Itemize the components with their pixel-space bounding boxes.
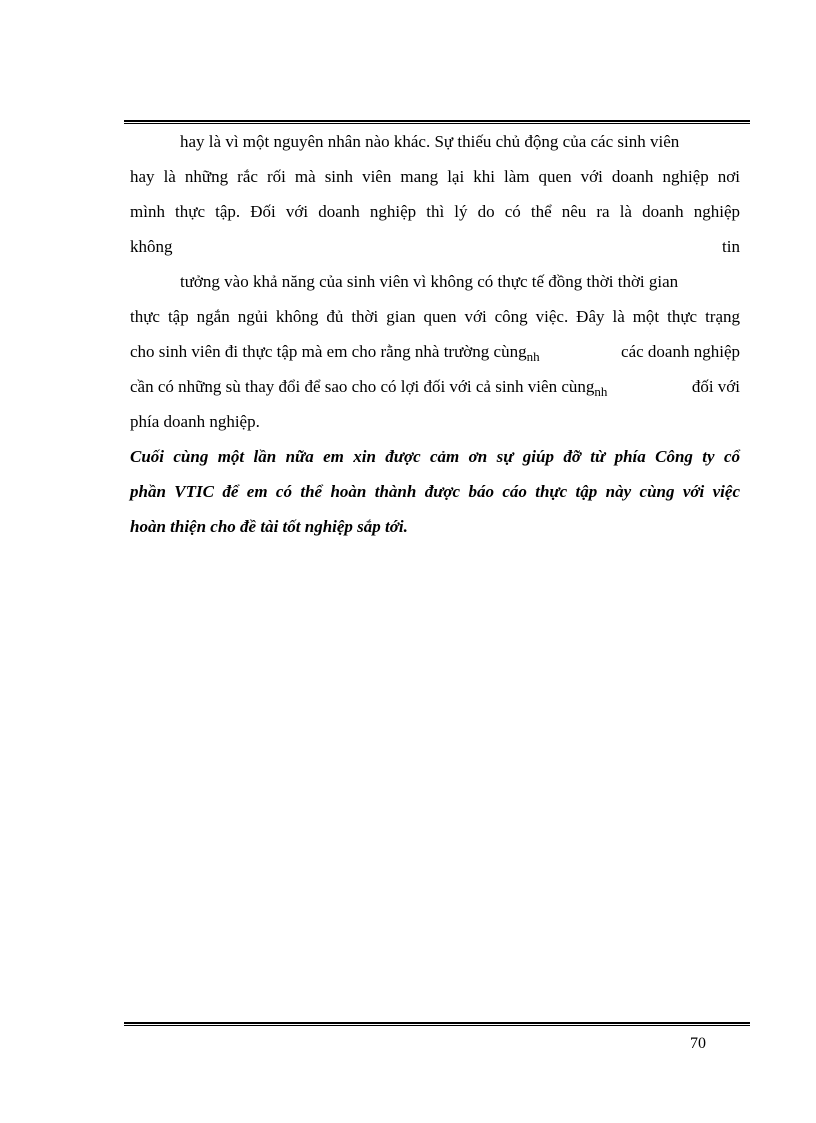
closing-line2: phần VTIC để em có thể hoàn thành được báo cáo thực tập này cùng với việc bbox=[130, 482, 740, 501]
paragraph2-line3 bbox=[130, 334, 740, 369]
paragraph2-line5: phía doanh nghiệp. bbox=[130, 412, 260, 431]
paragraph1-line4-right: tin bbox=[722, 237, 740, 256]
paragraph2-line4-b: đối với bbox=[691, 377, 740, 396]
paragraph1-line3: mình thực tập. Đối với doanh nghiệp thì lý do có thể nêu ra là doanh nghiệp bbox=[130, 202, 740, 221]
closing-paragraph bbox=[130, 439, 740, 544]
body-text bbox=[130, 124, 740, 544]
paragraph2-line3-sub: nh bbox=[526, 349, 540, 364]
paragraph2-line1: tưởng vào khả năng của sinh viên vì không có thực tế đồng thời thời gian bbox=[180, 272, 679, 291]
paragraph1-line4-left: không bbox=[130, 237, 173, 256]
paragraph1-line4 bbox=[130, 229, 740, 264]
closing-line1: Cuối cùng một lần nữa em xin được cảm ơn sự giúp đỡ từ phía Công ty cổ bbox=[130, 447, 740, 466]
paragraph2-line3-a: cho sinh viên đi thực tập mà em cho rằng nhà trường cùng$_{nh}$ bbox=[130, 342, 540, 364]
paragraph2-line3-b: các doanh nghiệp bbox=[621, 342, 740, 361]
footer-rule bbox=[124, 1022, 750, 1026]
page-number: 70 bbox=[690, 1035, 706, 1052]
paragraph1-line2: hay là những rắc rối mà sinh viên mang lại khi làm quen với doanh nghiệp nơi bbox=[130, 167, 740, 186]
closing-line3: hoàn thiện cho đề tài tốt nghiệp sắp tới. bbox=[130, 517, 408, 536]
paragraph2-line4 bbox=[130, 369, 740, 404]
paragraph2-line4-a: cần có những sù thay đổi để sao cho có lợi đối với cả sinh viên cùng$_{nh}$ bbox=[130, 377, 608, 399]
paragraph2-line4-sub: nh bbox=[594, 384, 608, 399]
paragraph2-line2: thực tập ngắn ngủi không đủ thời gian quen với công việc. Đây là một thực trạng bbox=[130, 307, 740, 326]
paragraph1-line1: hay là vì một nguyên nhân nào khác. Sự thiếu chủ động của các sinh viên bbox=[180, 132, 680, 151]
